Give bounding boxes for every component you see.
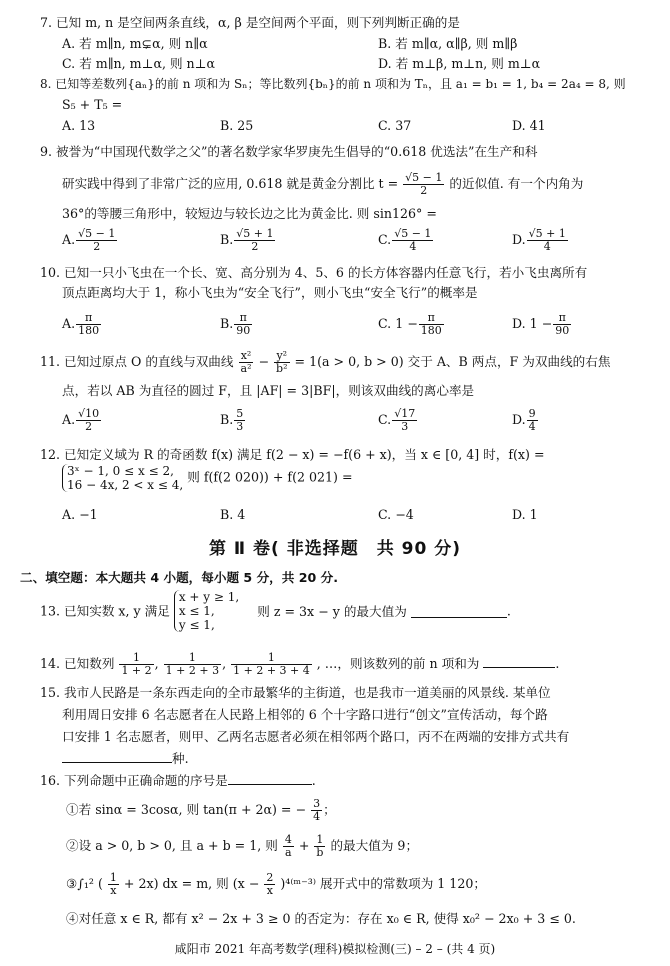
frac-den: 180 xyxy=(78,324,100,337)
q8-option-b: B. 25 xyxy=(220,118,254,133)
frac-num: π xyxy=(553,312,571,325)
frac-den: 1 + 2 + 3 + 4 xyxy=(233,664,310,677)
q12-stem-line1: 12. 已知定义域为 R 的奇函数 f(x) 满足 f(2 − x) = −f(6 + x)，当 x ∈ [0, 4] 时，f(x) = xyxy=(40,447,545,462)
frac-num: √5 − 1 xyxy=(78,227,116,240)
q16-stem: 16. 下列命题中正确命题的序号是 . xyxy=(40,773,316,788)
q16-proposition-2: ②设 a > 0, b > 0, 且 a + b = 1, 则 $\frac{4}{a}$ + $\frac{1}{b}$ 的最大值为 9； xyxy=(66,833,419,859)
q13-text-b: 则 z = 3x − y 的最大值为 xyxy=(257,603,407,619)
frac-num: 1 xyxy=(231,652,312,665)
q10-option-a xyxy=(62,312,102,337)
q8-stem-cont: S₅ + T₅ = xyxy=(62,97,123,112)
q12-option-d: D. 1 xyxy=(512,507,538,522)
frac-den: x xyxy=(266,884,273,897)
q9-stem-line3: 36°的等腰三角形中，较短边与较长边之比为黄金比. 则 sin126° = xyxy=(62,206,437,221)
label: B. xyxy=(220,232,234,247)
frac-num: y² xyxy=(274,350,289,363)
q15-line2: 利用周日安排 6 名志愿者在人民路上相邻的 6 个十字路口进行“创文”宣传活动，每个路 xyxy=(62,707,548,722)
label: D. xyxy=(512,232,526,247)
q12-text: 则 f(f(2 020)) + f(2 021) = xyxy=(187,469,353,485)
q11-stem-line1: 11. 已知过原点 O 的直线与双曲线 $\frac{\text{x²}}{\text{a²}}$ − $\frac{\text{y²}}{\text{b²}}$ = 1(a > 0, b > 0) 交于 A、B 两点，F 为双曲线的右焦 xyxy=(40,349,611,375)
frac-num: x² xyxy=(239,350,254,363)
frac-num: √5 + 1 xyxy=(528,227,566,240)
q13-text-a: 13. 已知实数 x, y 满足 xyxy=(40,603,170,619)
q11-stem-line2: 点，若以 AB 为直径的圆过 F，且 |AF| = 3|BF|，则该双曲线的离心率是 xyxy=(62,383,475,398)
q7-option-b: B. 若 m∥α, α∥β, 则 m∥β xyxy=(378,36,518,51)
q14-answer-blank[interactable] xyxy=(483,655,555,668)
label: D. 1 − xyxy=(512,316,553,331)
frac-den: 3 xyxy=(236,420,244,433)
frac-num: 9 xyxy=(528,407,536,420)
frac-den: b² xyxy=(276,362,288,375)
frac-num: 3 xyxy=(313,797,321,810)
frac-den: a xyxy=(285,846,292,859)
q9-stem-line2 xyxy=(62,172,583,197)
frac-num: √5 + 1 xyxy=(236,227,274,240)
p3-text-a: ③∫₁² ( xyxy=(66,876,103,891)
q16-proposition-4: ④对任意 x ∈ R, 都有 x² − 2x + 3 ≥ 0 的否定为：存在 x₀ ∈ R, 使得 x₀² − 2x₀ + 3 ≤ 0. xyxy=(66,911,576,926)
constraint-1: x + y ≥ 1, xyxy=(178,590,240,604)
frac-den: x xyxy=(110,884,117,897)
case-1: 3ˣ − 1, 0 ≤ x ≤ 2, xyxy=(67,464,174,478)
q10-stem-line1: 10. 已知一只小飞虫在一个长、宽、高分别为 4、5、6 的长方体容器内任意飞行，若小飞虫离所有 xyxy=(40,265,588,280)
frac-den: a² xyxy=(240,362,252,375)
q15-answer-blank[interactable] xyxy=(62,750,172,763)
q9-stem-line1: 9. 被誉为“中国现代数学之父”的著名数学家华罗庚先生倡导的“0.618 优选法”在生产和科 xyxy=(40,144,538,159)
label: A. xyxy=(62,232,76,247)
q14-stem: 14. 已知数列 $\frac{1}{1 + 2}$ , $\frac{1}{1 + 2 + 3}$ , $\frac{1}{1 + 2 + 3 + 4}$ , …，则该数列的前 n 项和为 . xyxy=(40,651,560,677)
label: A. xyxy=(62,316,76,331)
frac-num: 5 xyxy=(236,407,244,420)
q16-proposition-1: ①若 sinα = 3cosα, 则 tan(π + 2α) = − $\frac{3}{4}$ ； xyxy=(66,797,336,823)
frac-num: √17 xyxy=(394,407,416,420)
q14-text-b: , …，则该数列的前 n 项和为 xyxy=(316,656,480,671)
q9-option-a xyxy=(62,228,118,253)
frac-den: 1 + 2 xyxy=(121,664,152,677)
q15-line3: 口安排 1 名志愿者，则甲、乙两名志愿者必须在相邻两个路口，丙不在两端的安排方式共有 xyxy=(62,729,570,744)
frac-num: π xyxy=(76,312,101,325)
frac-den: 2 xyxy=(85,420,93,433)
frac-num: π xyxy=(234,312,252,325)
p3-text-c: )⁴⁽ᵐ⁻³⁾ 展开式中的常数项为 1 120； xyxy=(280,876,486,891)
case-2: 16 − 4x, 2 < x ≤ 4, xyxy=(67,478,184,492)
frac-den: 90 xyxy=(555,324,570,337)
q11-text-b: = 1(a > 0, b > 0) 交于 A、B 两点，F 为双曲线的右焦 xyxy=(294,354,611,369)
frac-den: 4 xyxy=(313,810,321,823)
q10-stem-line2: 顶点距离均大于 1，称小飞虫为“安全飞行”，则小飞虫“安全飞行”的概率是 xyxy=(62,285,478,300)
q16-proposition-3 xyxy=(66,872,486,897)
frac-den: 3 xyxy=(401,420,409,433)
label: A. xyxy=(62,412,76,427)
q15-line1: 15. 我市人民路是一条东西走向的全市最繁华的主街道，也是我市一道美丽的风景线. 某单位 xyxy=(40,685,551,700)
frac-num: 1 xyxy=(109,871,117,884)
section-title: 第 Ⅱ 卷( 非选择题 共 90 分) xyxy=(209,539,461,559)
frac-den: 2 xyxy=(93,240,101,253)
q15-text-end: 种. xyxy=(172,751,189,766)
q12-option-c: C. −4 xyxy=(378,507,414,522)
q8-option-c: C. 37 xyxy=(378,118,412,133)
q7-stem: 7. 已知 m, n 是空间两条直线，α, β 是空间两个平面，则下列判断正确的是 xyxy=(40,15,460,30)
frac-num: 4 xyxy=(284,833,292,846)
q9-option-c xyxy=(378,228,434,253)
frac-num: π xyxy=(419,312,444,325)
q12-cases xyxy=(62,464,183,492)
label: C. xyxy=(378,412,392,427)
frac-num: 2 xyxy=(266,871,274,884)
label: B. xyxy=(220,412,234,427)
q9-text-b: 的近似值. 有一个内角为 xyxy=(449,176,584,191)
q12-option-a: A. −1 xyxy=(62,507,98,522)
q10-option-d xyxy=(512,312,572,337)
frac-num: √5 − 1 xyxy=(405,171,443,184)
constraint-3: y ≤ 1, xyxy=(178,618,215,632)
q11-option-c xyxy=(378,408,418,433)
section-heading: 二、填空题：本大题共 4 小题，每小题 5 分，共 20 分. xyxy=(20,570,339,585)
page-footer: 咸阳市 2021 年高考数学(理科)模拟检测(三) – 2 – (共 4 页) xyxy=(174,942,496,956)
q15-line4 xyxy=(62,750,189,767)
frac-den: 2 xyxy=(420,184,428,197)
q8-option-a: A. 13 xyxy=(62,118,96,133)
q11-option-d xyxy=(512,408,539,433)
frac-num: √10 xyxy=(78,407,100,420)
q10-option-b xyxy=(220,312,253,337)
q12-option-b: B. 4 xyxy=(220,507,246,522)
q9-option-d xyxy=(512,228,569,253)
p2-text-b: 的最大值为 9； xyxy=(330,838,419,853)
frac-den: 4 xyxy=(409,240,417,253)
q16-answer-blank[interactable] xyxy=(228,772,312,785)
q16-text: 16. 下列命题中正确命题的序号是 xyxy=(40,773,228,788)
q7-option-a: A. 若 m∥n, m⊊α, 则 n∥α xyxy=(62,36,208,51)
frac-den: 90 xyxy=(236,324,251,337)
q9-text-a: 研实践中得到了非常广泛的应用, 0.618 就是黄金分割比 t = xyxy=(62,176,399,191)
q11-option-b xyxy=(220,408,246,433)
q8-option-d: D. 41 xyxy=(512,118,546,133)
frac-den: 4 xyxy=(528,420,536,433)
frac-den: 2 xyxy=(251,240,259,253)
q14-text-a: 14. 已知数列 xyxy=(40,656,115,671)
q11-text-a: 11. 已知过原点 O 的直线与双曲线 xyxy=(40,354,234,369)
p2-text-a: ②设 a > 0, b > 0, 且 a + b = 1, 则 xyxy=(66,838,278,853)
q10-option-c xyxy=(378,312,445,337)
frac-num: 1 xyxy=(164,652,221,665)
constraint-2: x ≤ 1, xyxy=(178,604,215,618)
q12-piecewise xyxy=(62,464,353,492)
p3-text-b: + 2x) dx = m, 则 (x − xyxy=(123,876,260,891)
label: C. xyxy=(378,232,392,247)
frac-num: √5 − 1 xyxy=(394,227,432,240)
q9-golden-fraction xyxy=(403,172,444,197)
label: D. xyxy=(512,412,526,427)
q13-stem: 13. 已知实数 x, y 满足 x + y ≥ 1, x ≤ 1, y ≤ 1, 则 z = 3x − y 的最大值为 . xyxy=(40,590,511,632)
label: C. 1 − xyxy=(378,316,418,331)
frac-num: 1 xyxy=(119,652,153,665)
q9-option-b xyxy=(220,228,276,253)
q8-stem: 8. 已知等差数列{aₙ}的前 n 项和为 Sₙ；等比数列{bₙ}的前 n 项和为 Tₙ，且 a₁ = b₁ = 1, b₄ = 2a₄ = 8, 则 xyxy=(40,77,626,91)
frac-num: 1 xyxy=(314,834,325,847)
p1-text: ①若 sinα = 3cosα, 则 tan(π + 2α) = − xyxy=(66,802,307,817)
label: B. xyxy=(220,316,234,331)
frac-den: 4 xyxy=(543,240,551,253)
frac-den: 180 xyxy=(420,324,442,337)
q13-answer-blank[interactable] xyxy=(411,605,507,618)
q11-option-a xyxy=(62,408,102,433)
q7-option-d: D. 若 m⊥β, m⊥n, 则 m⊥α xyxy=(378,56,541,71)
frac-den: 1 + 2 + 3 xyxy=(165,664,220,677)
q13-constraints xyxy=(174,590,239,632)
q7-option-c: C. 若 m∥n, m⊥α, 则 n⊥α xyxy=(62,56,216,71)
frac-den: b xyxy=(316,846,324,859)
